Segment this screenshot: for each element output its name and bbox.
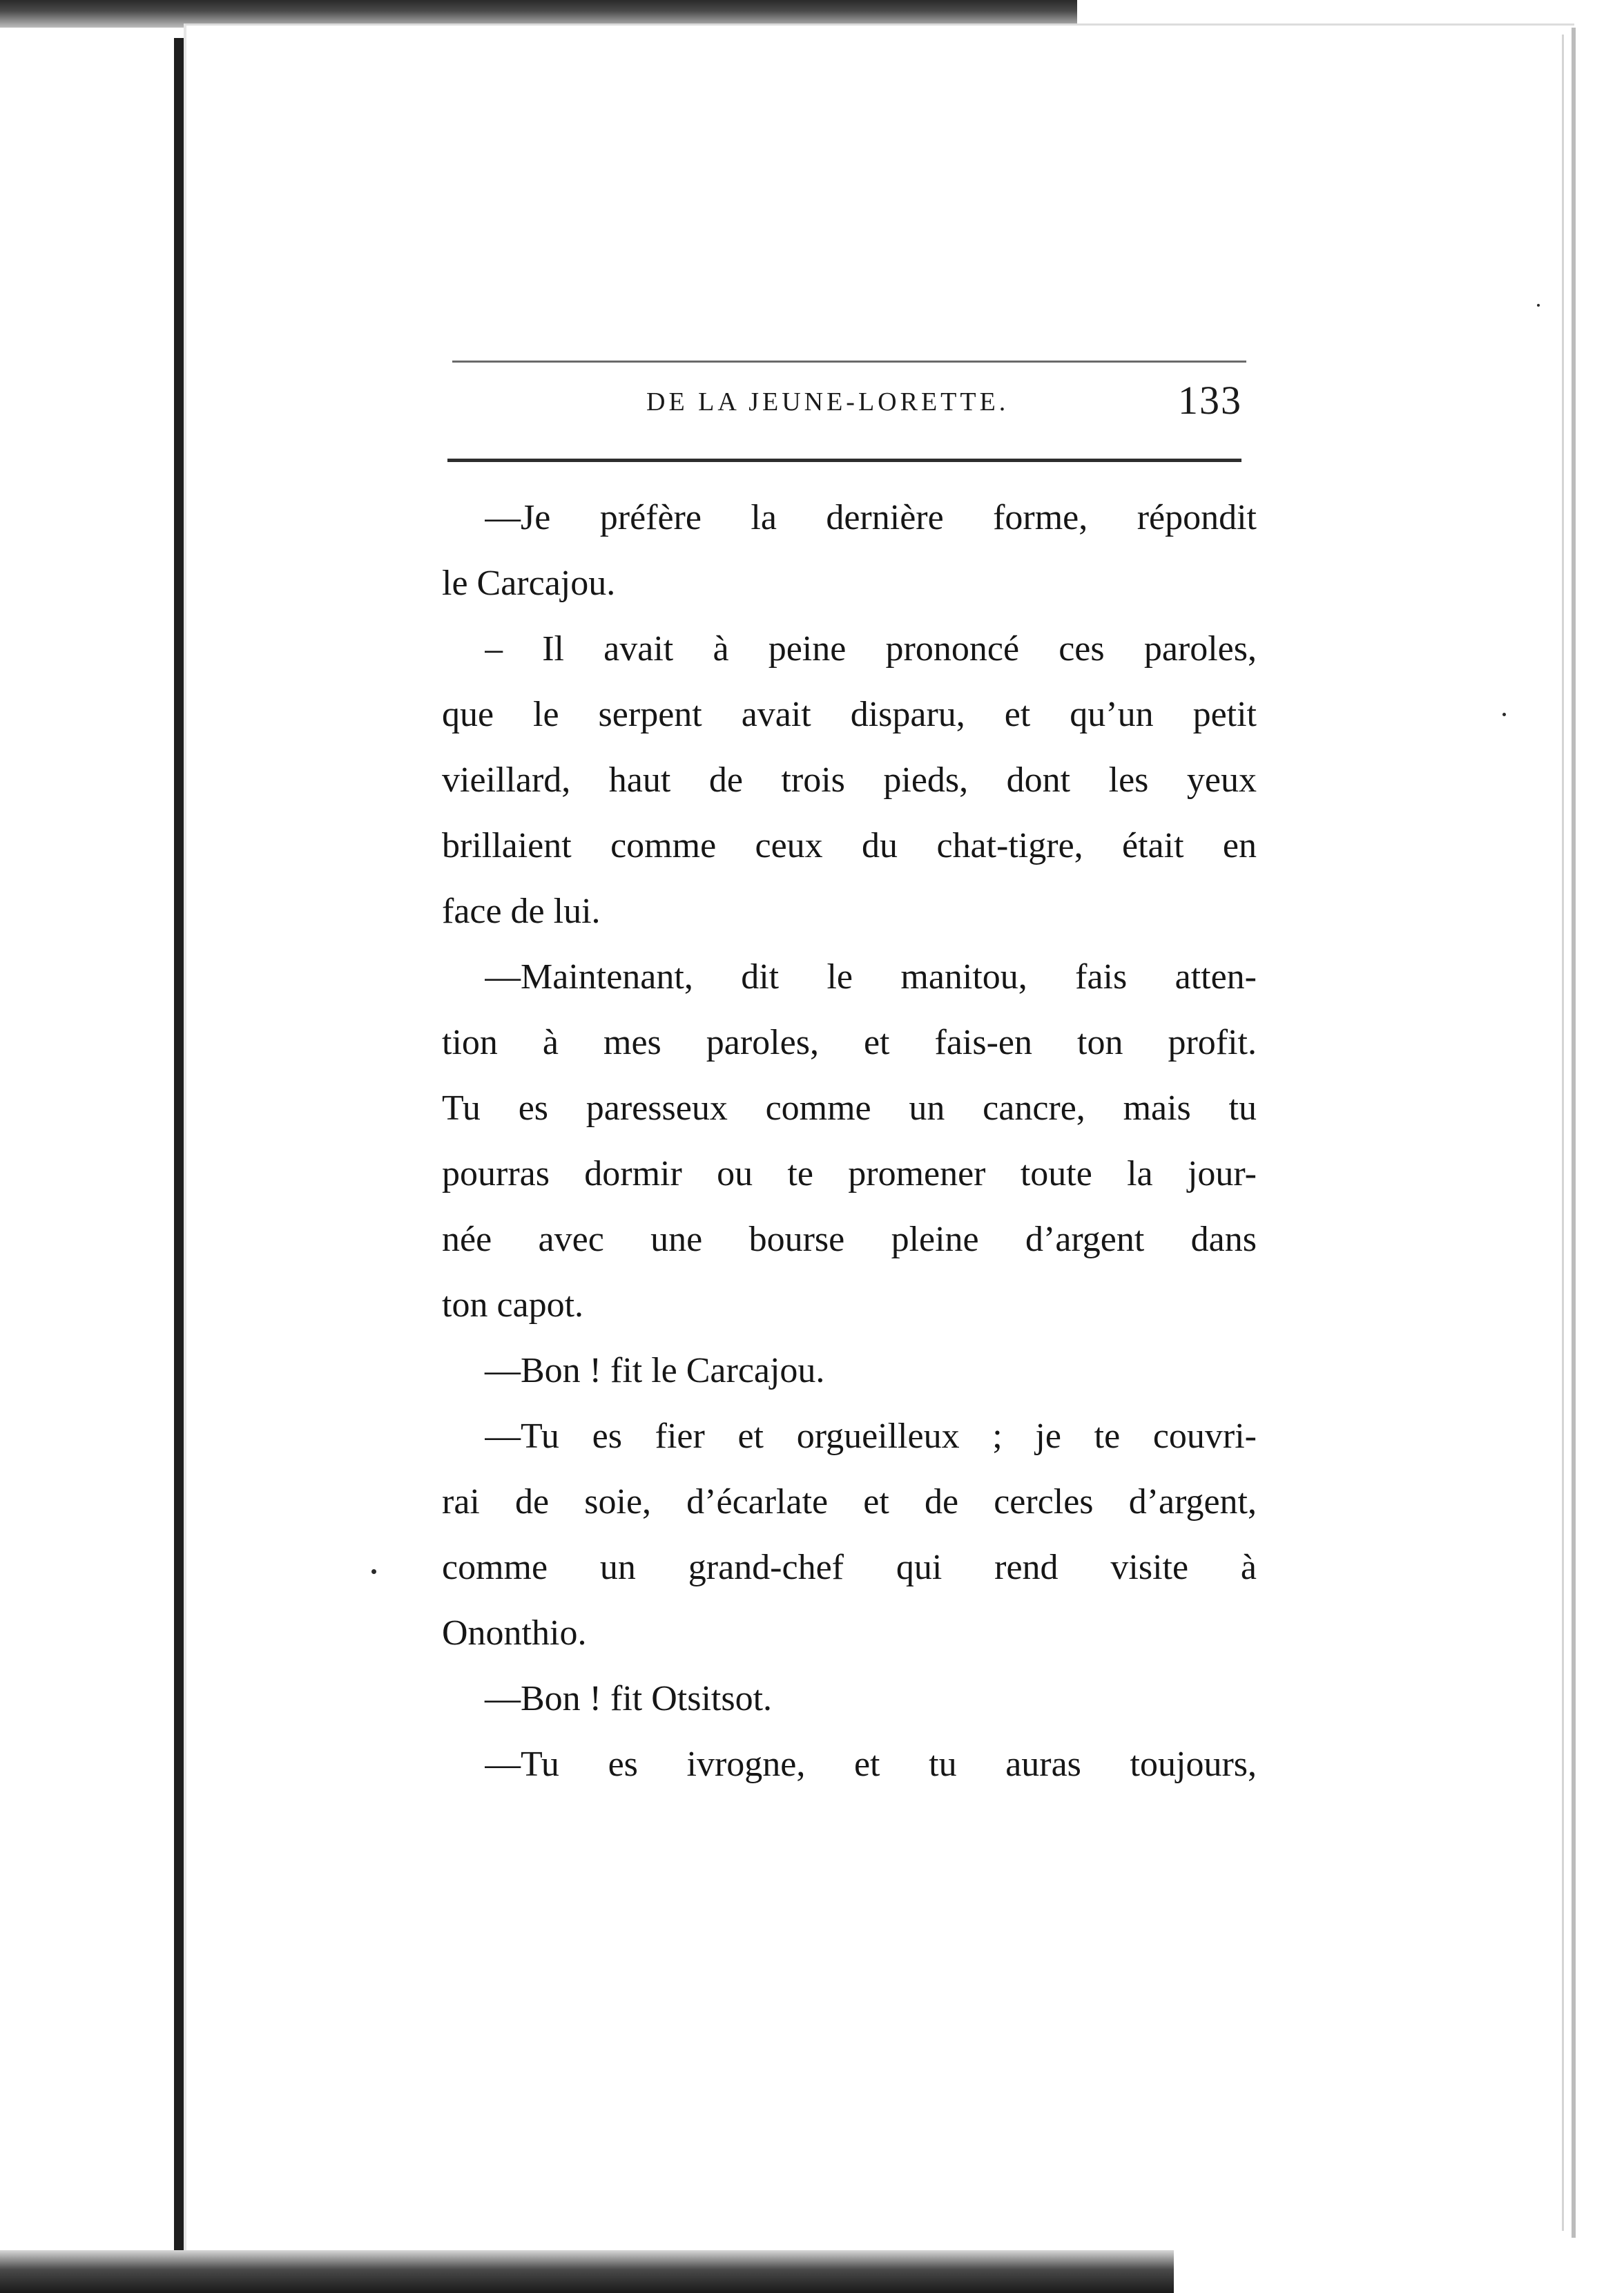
page-edge-outer <box>1572 28 1576 2238</box>
text-line: —Tu es fier et orgueilleux ; je te couvri- <box>485 1417 1257 1456</box>
text-line: —Tu es ivrogne, et tu auras toujours, <box>485 1745 1257 1784</box>
text-line: vieillard, haut de trois pieds, dont les yeux <box>442 760 1257 800</box>
scanner-edge-top-right <box>1077 0 1624 14</box>
text-line: que le serpent avait disparu, et qu’un petit <box>442 695 1257 734</box>
dust-speck <box>1537 304 1540 307</box>
text-line: ton capot. <box>442 1285 584 1325</box>
text-line: Ononthio. <box>442 1613 587 1653</box>
page-edge-inner <box>1562 35 1564 2231</box>
book-binding-line <box>174 38 184 2258</box>
header-rule-top <box>452 361 1246 363</box>
text-line: rai de soie, d’écarlate et de cercles d’argent, <box>442 1482 1257 1522</box>
text-line: —Je préfère la dernière forme, répondit <box>485 498 1257 537</box>
text-line: tion à mes paroles, et fais-en ton profit. <box>442 1023 1257 1062</box>
text-line: – Il avait à peine prononcé ces paroles, <box>485 629 1257 669</box>
page-number: 133 <box>1178 378 1242 423</box>
text-line: née avec une bourse pleine d’argent dans <box>442 1220 1257 1259</box>
text-line: —Bon ! fit le Carcajou. <box>485 1351 825 1390</box>
text-line: —Maintenant, dit le manitou, fais atten- <box>485 957 1257 997</box>
text-line: face de lui. <box>442 892 601 931</box>
scanner-edge-bottom <box>0 2250 1174 2293</box>
text-line: —Bon ! fit Otsitsot. <box>485 1679 773 1718</box>
text-line: comme un grand-chef qui rend visite à <box>442 1548 1257 1587</box>
text-line: le Carcajou. <box>442 564 616 603</box>
header-rule-bottom <box>447 459 1241 462</box>
running-head: DE LA JEUNE-LORETTE. <box>646 387 1009 416</box>
body-text <box>442 485 1257 1797</box>
dust-speck <box>1502 713 1506 716</box>
text-line: brillaient comme ceux du chat-tigre, était en <box>442 826 1257 865</box>
text-line: pourras dormir ou te promener toute la jour- <box>442 1154 1257 1193</box>
facing-page <box>0 28 174 2250</box>
dust-speck <box>371 1569 376 1574</box>
text-line: Tu es paresseux comme un cancre, mais tu <box>442 1088 1257 1128</box>
